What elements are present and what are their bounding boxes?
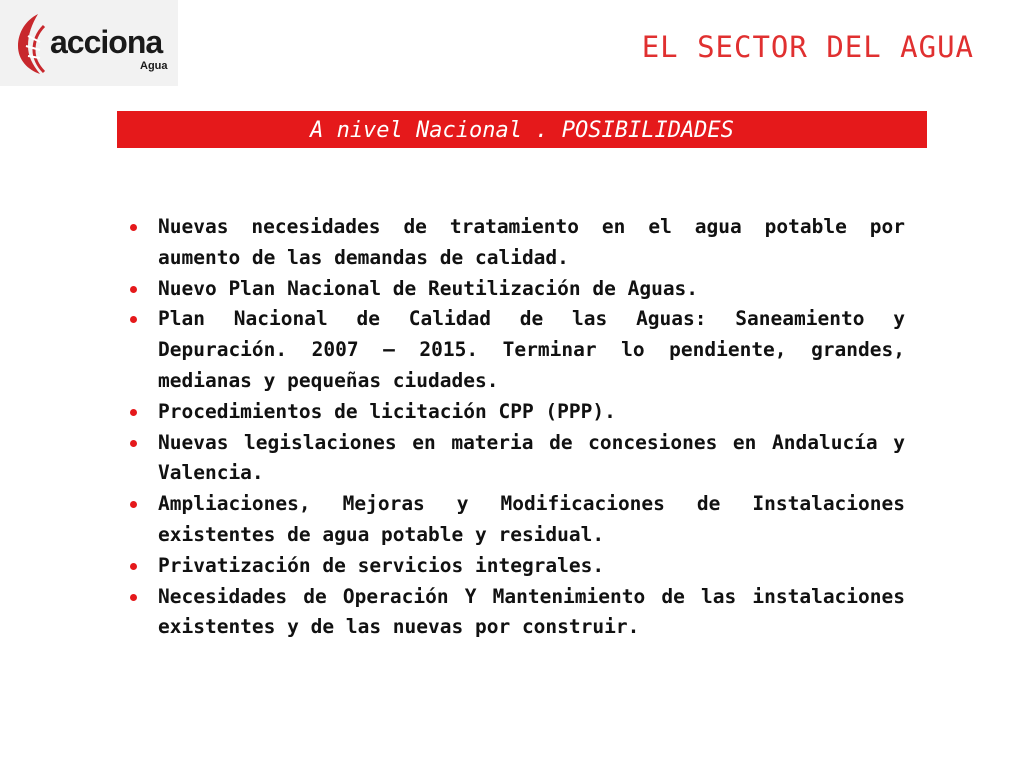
list-item-text: Privatización de servicios integrales. [158, 553, 605, 577]
bullet-icon [130, 316, 137, 323]
list-item [128, 489, 905, 551]
acciona-leaf-icon [14, 12, 48, 76]
list-item [128, 274, 905, 305]
list-item [128, 212, 905, 274]
list-item-text: Nuevas necesidades de tratamiento en el agua potable por aumento de las demandas de calidad. [158, 215, 905, 269]
bullet-icon [130, 409, 137, 416]
list-item-text: Procedimientos de licitación CPP (PPP). [158, 399, 616, 423]
list-item-text: Nuevas legislaciones en materia de concesiones en Andalucía y Valencia. [158, 430, 905, 485]
list-item [128, 582, 905, 644]
list-item [128, 397, 905, 428]
list-item [128, 304, 905, 396]
logo-sub-text: Agua [140, 60, 168, 72]
bullet-icon [130, 224, 137, 231]
bullet-list [128, 212, 905, 643]
list-item-text: Necesidades de Operación Y Mantenimiento de las instalaciones existentes y de las nuevas por construir. [158, 584, 905, 639]
list-item [128, 551, 905, 582]
list-item-text: Nuevo Plan Nacional de Reutilización de Aguas. [158, 276, 699, 300]
list-item-text: Ampliaciones, Mejoras y Modificaciones de Instalaciones existentes de agua potable y residual. [158, 492, 905, 546]
acciona-logo [0, 0, 178, 86]
list-item [128, 428, 905, 490]
bullet-icon [130, 563, 137, 570]
logo-brand-text: acciona [50, 24, 163, 60]
bullet-icon [130, 501, 137, 508]
bullet-icon [130, 440, 137, 447]
bullet-icon [130, 286, 137, 293]
page-title: EL SECTOR DEL AGUA [641, 30, 974, 64]
bullet-icon [130, 594, 137, 601]
list-item-text: Plan Nacional de Calidad de las Aguas: Saneamiento y Depuración. 2007 – 2015. Terminar lo pendiente, grandes, medianas y pequeñas ciudades. [158, 307, 905, 392]
section-banner: A nivel Nacional . POSIBILIDADES [117, 111, 927, 148]
